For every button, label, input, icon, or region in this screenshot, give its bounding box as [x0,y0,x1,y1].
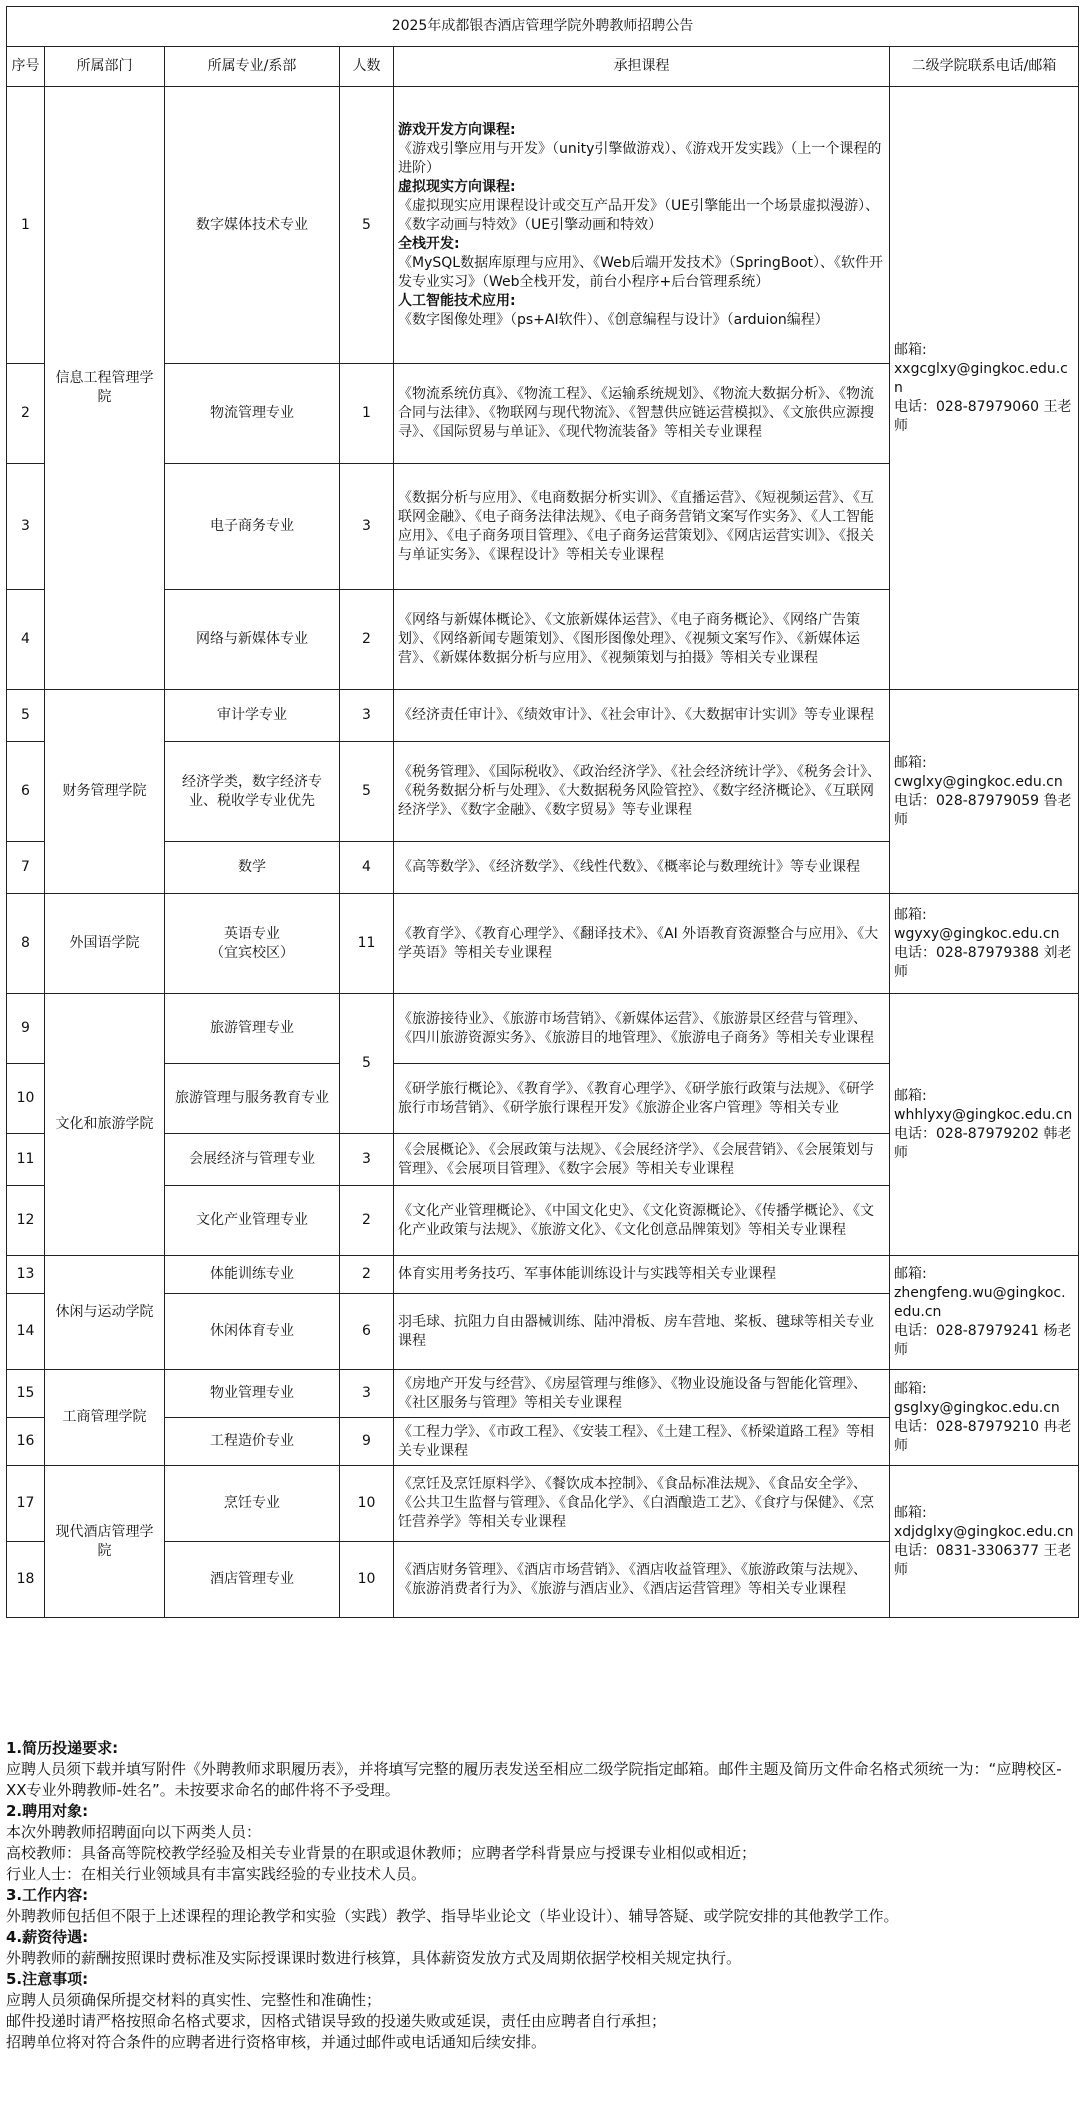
count-cell: 5 [340,742,394,842]
contact-cell [890,87,1079,690]
count-cell: 4 [340,842,394,894]
note-paragraph: 邮件投递时请严格按照命名格式要求，因格式错误导致的投递失败或延误，责任由应聘者自行承担； [6,2012,667,2030]
count-cell: 5 [340,87,394,364]
count-cell: 10 [340,1542,394,1618]
dept-cell: 现代酒店管理学院 [45,1466,165,1618]
major-cell: 审计学专业 [165,690,340,742]
table-header-row [7,47,1079,87]
table-row [7,690,1079,742]
contact-email: whhlyxy@gingkoc.edu.cn [894,1106,1073,1123]
course-text: 《研学旅行概论》、《教育学》、《教育心理学》、《研学旅行政策与法规》、《研学旅行市场营销》、《研学旅行课程开发》《旅游企业客户管理》等相关专业 [398,1080,874,1116]
courses-cell [394,842,890,894]
major-cell: 工程造价专业 [165,1418,340,1466]
course-text: 《游戏引擎应用与开发》（unity引擎做游戏）、《游戏开发实践》（上一个课程的进阶） [398,140,882,176]
count-cell: 5 [340,994,394,1134]
header-count: 人数 [340,47,394,87]
course-text: 《烹饪及烹饪原料学》、《餐饮成本控制》、《食品标准法规》、《食品安全学》、《公共卫生监督与管理》、《食品化学》、《白酒酿造工艺》、《食疗与保健》、《烹饪营养学》等相关专业课程 [398,1476,874,1530]
table-row [7,994,1079,1064]
row-number: 1 [7,87,45,364]
table-body [7,87,1079,1618]
contact-cell [890,1256,1079,1370]
contact-phone: 电话：028-87979059 鲁老师 [894,792,1072,828]
row-number: 4 [7,590,45,690]
course-text: 《物流系统仿真》、《物流工程》、《运输系统规划》、《物流大数据分析》、《物流合同与法律》、《物联网与现代物流》、《智慧供应链运营模拟》、《文旅供应源搜寻》、《国际贸易与单证》、《现代物流装备》等相关专业课程 [398,386,874,440]
header-courses: 承担课程 [394,47,890,87]
course-text: 《经济责任审计》、《绩效审计》、《社会审计》、《大数据审计实训》等专业课程 [398,707,874,723]
count-cell: 10 [340,1466,394,1542]
contact-cell [890,1466,1079,1618]
dept-cell: 工商管理学院 [45,1370,165,1466]
contact-cell [890,1370,1079,1466]
note-heading: 2.聘用对象: [6,1802,89,1820]
major-cell: 文化产业管理专业 [165,1186,340,1256]
note-heading: 3.工作内容: [6,1886,89,1904]
contact-phone: 电话：028-87979060 王老师 [894,398,1072,434]
major-cell: 物流管理专业 [165,364,340,464]
major-cell: 体能训练专业 [165,1256,340,1294]
count-cell: 9 [340,1418,394,1466]
course-text: 《税务管理》、《国际税收》、《政治经济学》、《社会经济统计学》、《税务会计》、《税务数据分析与处理》、《大数据税务风险管控》、《数字经济概论》、《互联网经济学》、《数字金融》、《数字贸易》等专业课程 [398,764,881,818]
course-text: 《文化产业管理概论》、《中国文化史》、《文化资源概论》、《传播学概论》、《文化产业政策与法规》、《旅游文化》、《文化创意品牌策划》等相关专业课程 [398,1202,874,1238]
note-paragraph: 应聘人员须确保所提交材料的真实性、完整性和准确性； [6,1991,382,2009]
table-row [7,1370,1079,1418]
contact-label: 邮箱: [894,1087,927,1104]
course-heading: 全栈开发: [398,235,460,252]
row-number: 6 [7,742,45,842]
courses-cell [394,1256,890,1294]
contact-email: xdjdglxy@gingkoc.edu.cn [894,1523,1074,1540]
contact-phone: 电话：028-87979210 冉老师 [894,1418,1072,1454]
courses-cell [394,690,890,742]
row-number: 2 [7,364,45,464]
page-title: 2025年成都银杏酒店管理学院外聘教师招聘公告 [7,7,1079,47]
course-heading: 游戏开发方向课程: [398,121,516,138]
major-cell: 数字媒体技术专业 [165,87,340,364]
row-number: 9 [7,994,45,1064]
contact-cell [890,690,1079,894]
table-row [7,894,1079,994]
courses-cell [394,1134,890,1186]
count-cell: 3 [340,464,394,590]
contact-label: 邮箱: [894,906,927,923]
courses-cell [394,590,890,690]
course-text: 《MySQL数据库原理与应用》、《Web后端开发技术》（SpringBoot）、《软件开发专业实习》（Web全栈开发，前台小程序+后台管理系统） [398,254,883,290]
count-cell: 11 [340,894,394,994]
course-text: 《高等数学》、《经济数学》、《线性代数》、《概率论与数理统计》等专业课程 [398,859,860,875]
dept-cell: 休闲与运动学院 [45,1256,165,1370]
row-number: 10 [7,1064,45,1134]
row-number: 8 [7,894,45,994]
note-heading: 4.薪资待遇: [6,1928,89,1946]
courses-cell [394,1370,890,1418]
count-cell: 3 [340,1134,394,1186]
header-no: 序号 [7,47,45,87]
contact-phone: 电话：028-87979241 杨老师 [894,1323,1072,1358]
note-paragraph: 本次外聘教师招聘面向以下两类人员： [6,1823,262,1841]
courses-cell [394,1064,890,1134]
course-heading: 人工智能技术应用: [398,292,516,309]
courses-cell [394,1294,890,1370]
note-paragraph: 行业人士：在相关行业领域具有丰富实践经验的专业技术人员。 [6,1865,427,1883]
contact-phone: 电话：0831-3306377 王老师 [894,1542,1072,1578]
course-text: 《教育学》、《教育心理学》、《翻译技术》、《AI 外语教育资源整合与应用》、《大学英语》等相关专业课程 [398,925,879,961]
courses-cell [394,364,890,464]
major-cell: 网络与新媒体专业 [165,590,340,690]
major-cell: 物业管理专业 [165,1370,340,1418]
count-cell: 2 [340,1186,394,1256]
course-text: 羽毛球、抗阻力自由器械训练、陆冲滑板、房车营地、桨板、毽球等相关专业课程 [398,1313,874,1349]
row-number: 15 [7,1370,45,1418]
dept-cell: 外国语学院 [45,894,165,994]
major-cell: 电子商务专业 [165,464,340,590]
major-cell: 烹饪专业 [165,1466,340,1542]
header-contact: 二级学院联系电话/邮箱 [890,47,1079,87]
row-number: 3 [7,464,45,590]
contact-email: gsglxy@gingkoc.edu.cn [894,1399,1060,1416]
courses-cell [394,1186,890,1256]
courses-cell [394,1542,890,1618]
note-heading: 1.简历投递要求: [6,1739,119,1757]
contact-cell [890,994,1079,1256]
row-number: 5 [7,690,45,742]
course-text: 《酒店财务管理》、《酒店市场营销》、《酒店收益管理》、《旅游政策与法规》、《旅游消费者行为》、《旅游与酒店业》、《酒店运营管理》等相关专业课程 [398,1561,867,1597]
dept-cell: 信息工程管理学院 [45,87,165,690]
table-row [7,1256,1079,1294]
contact-cell [890,894,1079,994]
dept-cell: 文化和旅游学院 [45,994,165,1256]
contact-label: 邮箱: [894,1266,927,1282]
header-major: 所属专业/系部 [165,47,340,87]
courses-cell [394,994,890,1064]
note-heading: 5.注意事项: [6,1970,89,1988]
row-number: 18 [7,1542,45,1618]
count-cell: 1 [340,364,394,464]
major-cell: 数学 [165,842,340,894]
contact-label: 邮箱: [894,1504,927,1521]
note-paragraph: 招聘单位将对符合条件的应聘者进行资格审核，并通过邮件或电话通知后续安排。 [6,2033,547,2051]
row-number: 17 [7,1466,45,1542]
major-cell: 会展经济与管理专业 [165,1134,340,1186]
major-cell: 英语专业 （宜宾校区） [165,894,340,994]
table-row [7,87,1079,364]
contact-label: 邮箱: [894,1380,927,1397]
course-text: 《数字图像处理》（ps+AI软件）、《创意编程与设计》（arduion编程） [398,311,829,328]
contact-email: zhengfeng.wu@gingkoc.edu.cn [894,1285,1066,1320]
row-number: 14 [7,1294,45,1370]
row-number: 7 [7,842,45,894]
contact-email: xxgcglxy@gingkoc.edu.cn [894,360,1068,396]
contact-label: 邮箱: [894,341,927,358]
header-dept: 所属部门 [45,47,165,87]
course-text: 《旅游接待业》、《旅游市场营销》、《新媒体运营》、《旅游景区经营与管理》、《四川旅游资源实务》、《旅游目的地管理》、《旅游电子商务》等相关专业课程 [398,1010,874,1046]
row-number: 12 [7,1186,45,1256]
recruitment-sheet [6,6,1078,1618]
course-heading: 虚拟现实方向课程: [398,178,516,195]
major-cell: 休闲体育专业 [165,1294,340,1370]
dept-cell: 财务管理学院 [45,690,165,894]
note-paragraph: 应聘人员须下载并填写附件《外聘教师求职履历表》，并将填写完整的履历表发送至相应二级学院指定邮箱。邮件主题及简历文件命名格式须统一为：“应聘校区-XX专业外聘教师-姓名”。未按要求命名的邮件将不予受理。 [6,1760,1062,1799]
recruitment-table [6,6,1079,1618]
courses-cell [394,87,890,364]
contact-phone: 电话：028-87979388 刘老师 [894,944,1072,980]
contact-label: 邮箱: [894,754,927,771]
major-cell: 旅游管理与服务教育专业 [165,1064,340,1134]
contact-phone: 电话：028-87979202 韩老师 [894,1125,1072,1161]
courses-cell [394,1466,890,1542]
row-number: 16 [7,1418,45,1466]
course-text: 《房地产开发与经营》、《房屋管理与维修》、《物业设施设备与智能化管理》、《社区服务与管理》等相关专业课程 [398,1375,867,1411]
courses-cell [394,1418,890,1466]
table-row [7,1466,1079,1542]
major-cell: 酒店管理专业 [165,1542,340,1618]
course-text: 《虚拟现实应用课程设计或交互产品开发》（UE引擎能出一个场景虚拟漫游）、《数字动画与特效》（UE引擎动画和特效） [398,197,880,233]
course-text: 体育实用考务技巧、军事体能训练设计与实践等相关专业课程 [398,1266,776,1282]
row-number: 13 [7,1256,45,1294]
major-cell: 旅游管理专业 [165,994,340,1064]
course-text: 《会展概论》、《会展政策与法规》、《会展经济学》、《会展营销》、《会展策划与管理》、《会展项目管理》、《数字会展》等相关专业课程 [398,1141,874,1177]
major-cell: 经济学类，数字经济专业、税收学专业优先 [165,742,340,842]
course-text: 《数据分析与应用》、《电商数据分析实训》、《直播运营》、《短视频运营》、《互联网金融》、《电子商务法律法规》、《电子商务营销文案写作实务》、《人工智能应用》、《电子商务项目管理》、《电子商务运营策划》、《网店运营实训》、《报关与单证实务》、《课程设计》等相关专业课程 [398,489,874,563]
note-paragraph: 高校教师：具备高等院校教学经验及相关专业背景的在职或退休教师；应聘者学科背景应与授课专业相似或相近； [6,1844,757,1862]
row-number: 11 [7,1134,45,1186]
count-cell: 3 [340,690,394,742]
count-cell: 2 [340,1256,394,1294]
count-cell: 2 [340,590,394,690]
courses-cell [394,464,890,590]
contact-email: wgyxy@gingkoc.edu.cn [894,925,1060,942]
count-cell: 6 [340,1294,394,1370]
courses-cell [394,742,890,842]
note-paragraph: 外聘教师的薪酬按照课时费标准及实际授课课时数进行核算，具体薪资发放方式及周期依据学校相关规定执行。 [6,1949,742,1967]
contact-email: cwglxy@gingkoc.edu.cn [894,773,1063,790]
course-text: 《网络与新媒体概论》、《文旅新媒体运营》、《电子商务概论》、《网络广告策划》、《网络新闻专题策划》、《图形图像处理》、《视频文案写作》、《新媒体运营》、《新媒体数据分析与应用》、《视频策划与拍摄》等相关专业课程 [398,612,860,666]
notes-section [6,1738,1074,2053]
courses-cell [394,894,890,994]
count-cell: 3 [340,1370,394,1418]
note-paragraph: 外聘教师包括但不限于上述课程的理论教学和实验（实践）教学、指导毕业论文（毕业设计）、辅导答疑、或学院安排的其他教学工作。 [6,1907,899,1925]
course-text: 《工程力学》、《市政工程》、《安装工程》、《土建工程》、《桥梁道路工程》等相关专业课程 [398,1423,874,1459]
